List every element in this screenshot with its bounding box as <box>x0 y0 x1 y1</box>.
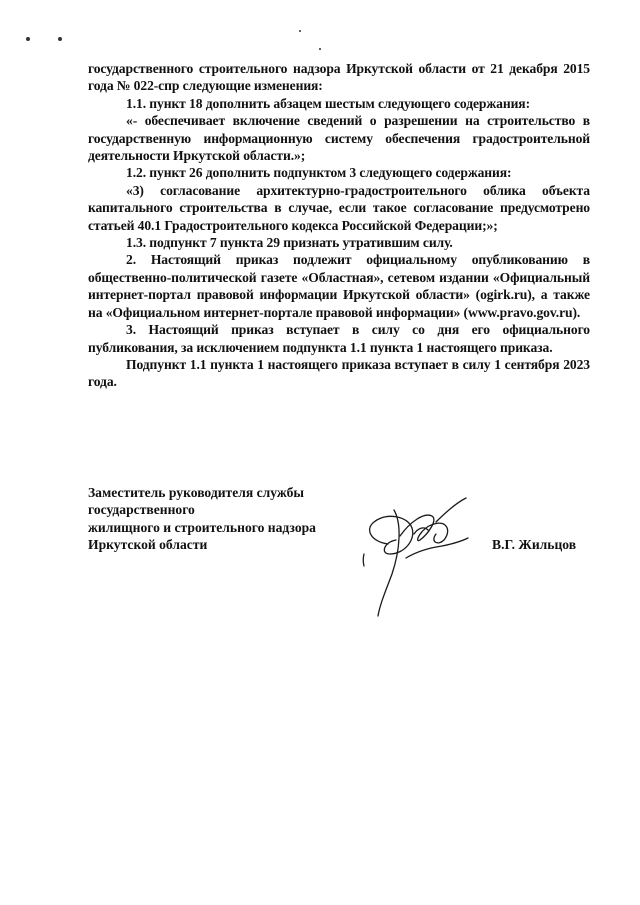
signer-position-line: Заместитель руководителя службы <box>88 485 305 500</box>
handwritten-signature <box>350 482 480 622</box>
paragraph-1-2: 1.2. пункт 26 дополнить подпунктом 3 следующего содержания: <box>126 165 512 181</box>
paragraph-1-3: 1.3. подпункт 7 пункта 29 признать утратившим силу. <box>126 235 453 251</box>
signer-position-line: Иркутской области <box>88 537 208 553</box>
paragraph-3-b: Подпункт 1.1 пункта 1 настоящего приказа вступает в силу 1 сентября 2023 года. <box>88 356 590 390</box>
document-body <box>88 60 590 391</box>
signer-position-line: жилищного и строительного надзора <box>88 519 316 535</box>
paragraph-2: 2. Настоящий приказ подлежит официальному опубликованию в общественно-политической газете «Областная», сетевом издании «Официальный интернет-портал правовой информации Иркутской области» (ogirk.ru), а также на «Официальном интернет-портале правовой информации» (www.pravo.gov.ru). <box>88 252 590 320</box>
signer-name: В.Г. Жильцов <box>492 537 577 552</box>
signer-position <box>88 484 316 554</box>
paragraph-continuation: государственного строительного надзора Иркутской области от 21 декабря 2015 года № 022-спр следующие изменения: <box>88 61 590 94</box>
paragraph-1-1: 1.1. пункт 18 дополнить абзацем шестым следующего содержания: <box>126 95 530 111</box>
signer-position-line: государственного <box>88 502 195 518</box>
paragraph-1-2-quote: «3) согласование архитектурно-градостроительного облика объекта капитального строительства в случае, если такое согласование предусмотрено статьей 40.1 Градостроительного кодекса Российской Федерации;»; <box>88 182 590 233</box>
paragraph-1-1-quote: «- обеспечивает включение сведений о разрешении на строительство в государственную информационную систему обеспечения градостроительной деятельности Иркутской области.»; <box>88 113 590 164</box>
paragraph-3: 3. Настоящий приказ вступает в силу со дня его официального публикования, за исключением подпункта 1.1 пункта 1 настоящего приказа. <box>88 322 590 355</box>
